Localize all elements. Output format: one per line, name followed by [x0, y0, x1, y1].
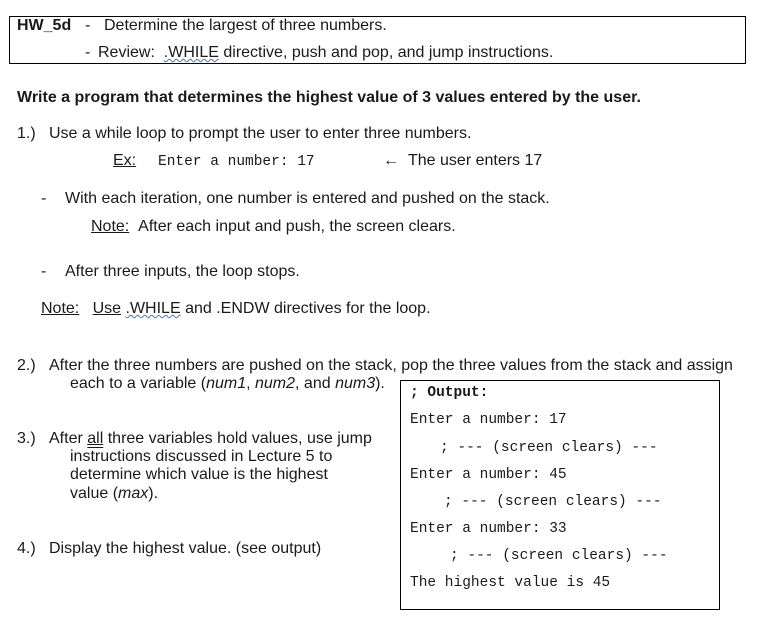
bullet-iteration: With each iteration, one number is entered and pushed on the stack.	[65, 190, 550, 207]
while-directive-term: .WHILE	[125, 300, 181, 317]
note-while-endw	[41, 300, 431, 318]
step-3-line-3: determine which value is the highest	[70, 466, 328, 483]
output-line: ; --- (screen clears) ---	[450, 548, 668, 564]
all-emphasis: all	[87, 430, 104, 447]
example-code: Enter a number: 17	[158, 154, 315, 170]
sep-2: , and	[295, 375, 336, 392]
note-label: Note:	[41, 300, 80, 317]
output-line: Enter a number: 45	[410, 467, 567, 483]
bullet-dash-1: -	[41, 190, 47, 207]
step-2-end: ).	[375, 375, 385, 392]
output-line: Enter a number: 33	[410, 521, 567, 537]
output-line: The highest value is 45	[410, 575, 611, 591]
step-2-text: each to a variable (	[70, 375, 207, 392]
step-2-number: 2.)	[17, 357, 36, 374]
example-note: The user enters 17	[408, 152, 543, 169]
step-1-text: Use a while loop to prompt the user to enter three numbers.	[49, 125, 472, 142]
step-3-line-1	[49, 430, 372, 448]
step-3-line-2: instructions discussed in Lecture 5 to	[70, 448, 333, 465]
step-3-text: three variables hold values, use jump	[107, 430, 372, 447]
header-dash-2: -	[85, 44, 91, 61]
bullet-loop-stops: After three inputs, the loop stops.	[65, 263, 300, 280]
var-num3: num3	[335, 375, 376, 392]
output-line: ; --- (screen clears) ---	[440, 440, 658, 456]
step-1-number: 1.)	[17, 125, 36, 142]
step-4-number: 4.)	[17, 540, 36, 557]
header-review	[98, 44, 553, 62]
step-3-line-4	[70, 485, 158, 503]
left-arrow-icon: ←	[383, 152, 399, 169]
header-summary: Determine the largest of three numbers.	[104, 17, 387, 34]
intro-instruction: Write a program that determines the highest value of 3 values entered by the user.	[17, 89, 641, 106]
header-dash-1: -	[85, 17, 91, 34]
step-3-number: 3.)	[17, 430, 36, 447]
bullet-dash-2: -	[41, 263, 47, 280]
var-num1: num1	[206, 375, 247, 392]
step-2-line-2	[70, 375, 385, 393]
var-max: max	[118, 485, 149, 502]
output-line: Enter a number: 17	[410, 412, 567, 428]
step-3-text: value (	[70, 485, 119, 502]
review-prefix: Review:	[98, 44, 155, 61]
note-screen-clears	[91, 218, 456, 236]
step-4-text: Display the highest value. (see output)	[49, 540, 322, 557]
step-2-line-1: After the three numbers are pushed on the stack, pop the three values from the stack and assign	[49, 357, 733, 374]
output-line: ; --- (screen clears) ---	[444, 494, 662, 510]
review-rest: directive, push and pop, and jump instructions.	[223, 44, 554, 61]
while-directive-term: .WHILE	[163, 44, 219, 61]
note-use: Use	[92, 300, 122, 317]
step-3-text: After	[49, 430, 83, 447]
step-3-end: ).	[148, 485, 159, 502]
output-heading: ; Output:	[410, 385, 489, 401]
example-label: Ex:	[113, 152, 137, 169]
sep-1: ,	[246, 375, 255, 392]
var-num2: num2	[255, 375, 296, 392]
note-rest: and .ENDW directives for the loop.	[185, 300, 431, 317]
note-text: After each input and push, the screen clears.	[138, 218, 456, 235]
assignment-title: HW_5d	[17, 17, 72, 34]
note-label: Note:	[91, 218, 130, 235]
